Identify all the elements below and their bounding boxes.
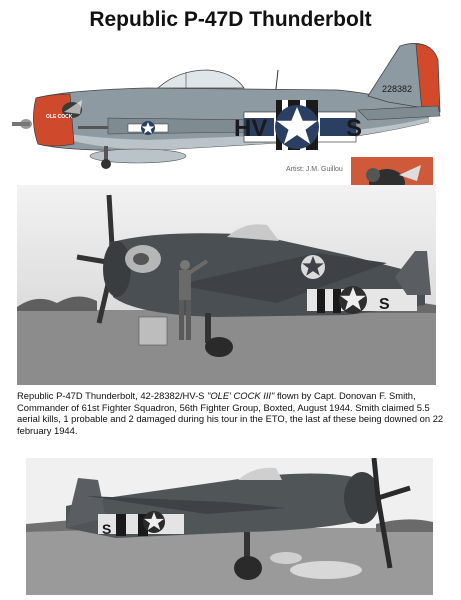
caption-aircraft-name: "OLE' COCK III" xyxy=(207,390,275,401)
ground-equipment-cart xyxy=(139,317,167,345)
red-cowling xyxy=(33,94,74,146)
fuselage-code-s: S xyxy=(346,115,363,142)
nose-art-label: OLE COCK xyxy=(46,114,73,120)
photo-caption xyxy=(17,390,445,436)
caption-lead: Republic P-47D Thunderbolt, 42-28382/HV-S xyxy=(17,390,208,401)
drop-tank xyxy=(290,561,362,579)
canopy xyxy=(158,70,244,88)
page-title: Republic P-47D Thunderbolt xyxy=(89,8,372,31)
photo-aircraft-ground-crew xyxy=(17,185,436,385)
photo1-code-letter: S xyxy=(379,296,390,313)
caption-body: flown by Capt. Donovan F. Smith, Commander of 61st Fighter Squadron, 56th Fighter Group, Boxted, August 1944. Smith claimed 5.5 aerial kills, 1 probable and 2 damaged during his tour in the ETO, the last af these being downed on 22 february 1944. xyxy=(17,390,444,436)
fuselage-code-hv: HV xyxy=(234,115,268,142)
photo2-code-letter: S xyxy=(102,521,112,537)
artist-credit: Artist: J.M. Guillou xyxy=(286,166,343,173)
tail-serial: 228382 xyxy=(382,84,413,94)
photo-aircraft-on-airfield xyxy=(26,458,433,595)
